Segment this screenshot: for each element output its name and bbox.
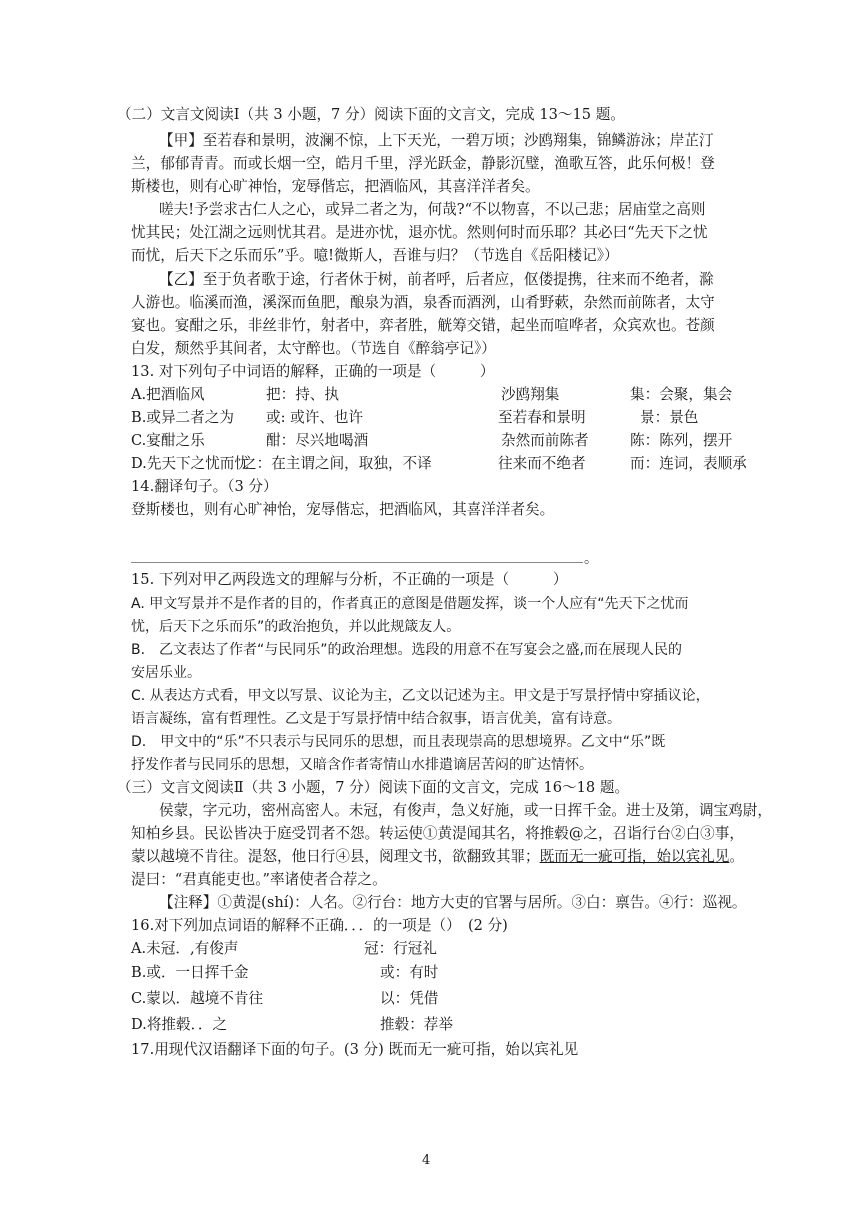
passage-line-1: 侯蒙，字元功，密州高密人。未冠，有俊声，急义好施，或一日挥千金。进士及第，调宝鸡尉，: [159, 802, 772, 819]
q15-stem: 15. 下列对甲乙两段选文的理解与分析，不正确的一项是（ ）: [131, 571, 568, 588]
jia-line-4: 嗟夫!予尝求古仁人之心，或异二者之为，何哉?“不以物喜，不以己悲；居庙堂之高则: [159, 201, 706, 218]
q15-c-line-2: 语言凝练，富有哲理性。乙文是于写景抒情中结合叙事，语言优美，富有诗意。: [131, 711, 621, 727]
q14-answer-end: 。: [584, 551, 598, 567]
q14-stem: 14.翻译句子。（3 分）: [131, 478, 278, 495]
yi-line-4: 白发，颓然乎其间者，太守醉也。（节选自《醉翁亭记》）: [131, 340, 496, 357]
section3-heading: （三）文言文阅读Ⅱ（共 3 小题，7 分）阅读下面的文言文，完成 16～18 题。: [117, 779, 630, 796]
q15-d-line-2: 抒发作者与民同乐的思想，又暗含作者寄情山水排遣谪居苦闷的旷达情怀。: [131, 757, 593, 773]
jia-line-1: 【甲】至若春和景明，波澜不惊，上下天光，一碧万顷；沙鸥翔集，锦鳞游泳；岸芷汀: [159, 132, 714, 149]
jia-line-6: 而忧，后天下之乐而乐”乎。噫!微斯人，吾谁与归？（节选自《岳阳楼记》）: [131, 247, 619, 264]
passage-line-4: 湜曰：“君真能吏也。”率诸使者合荐之。: [131, 871, 387, 888]
q15-a-line-2: 忧，后天下之乐而乐”的政治抱负，并以此规箴友人。: [131, 619, 461, 635]
q14-sentence: 登斯楼也，则有心旷神怡，宠辱偕忘，把酒临风，其喜洋洋者矣。: [131, 501, 555, 518]
passage-line-3: 蒙以越境不肯往。湜怒，他日行④县，阅理文书，欲翻致其罪；既而无一疵可指，始以宾礼见。: [131, 848, 744, 865]
annotation: 【注释】①黄湜(shí)：人名。②行台：地方大吏的官署与居所。③白：禀告。④行：巡视。: [159, 894, 747, 911]
jia-line-5: 忧其民；处江湖之远则忧其君。是进亦忧，退亦忧。然则何时而乐耶？其必曰“先天下之忧: [131, 224, 708, 241]
exam-page: （二）文言文阅读Ⅰ（共 3 小题，7 分）阅读下面的文言文，完成 13～15 题。 【甲】至若春和景明，波澜不惊，上下天光，一碧万顷；沙鸥翔集，锦鳞游泳；岸芷汀 兰，郁郁青青。而或长烟一空，皓月千里，浮光跃金，静影沉璧，渔歌互答，此乐何极！登 斯楼也，则有心旷神怡，宠辱偕忘，把酒临风，其喜洋洋者矣。 嗟夫!予尝求古仁人之心，或异二者之为，何哉?“不以物喜，不以己悲；居庙堂之高则 忧其民；处江湖之远则忧其君。是进亦忧，退亦忧。然则何时而乐耶？其必曰“先天下之忧 而忧，后天下之乐而乐”乎。噫!微斯人，吾谁与归？（节选自《岳阳楼记》） 【乙】至于负者歌于途，行者休于树，前者呼，后者应，伛偻提携，往来而不绝者，滁 人游也。临溪而渔，溪深而鱼肥，酿泉为酒，泉香而酒洌，山肴野蔌，杂然而前陈者，太守 宴也。宴酣之乐，非丝非竹，射者中，弈者胜，觥筹交错，起坐而喧哗者，众宾欢也。苍颜 白发，颓然乎其间者，太守醉也。（节选自《醉翁亭记》） 13. 对下列句子中词语的解释，正确的一项是（ ） A.把酒临风 把：持、执 沙鸥翔集 集：会聚，集会 B.或异二者之为 或: 或许、也许 至若春和景明 景：景色 C.宴酣之乐 酣：尽兴地喝酒 杂然而前陈者 陈：陈列，摆开 D.先天下之忧而忧 之：在主谓之间，取独，不译 往来而不绝者 而：连词，表顺承 14.翻译句子。（3 分） 登斯楼也，则有心旷神怡，宠辱偕忘，把酒临风，其喜洋洋者矣。 。 15. 下列对甲乙两段选文的理解与分析，不正确的一项是（ ） A. 甲文写景并不是作者的目的，作者真正的意图是借题发挥，谈一个人应有“先天下之忧而 忧，后天下之乐而乐”的政治抱负，并以此规箴友人。 B. 乙文表达了作者“与民同乐”的政治理想。选段的用意不在写宴会之盛,而在展现人民的 安居乐业。 C. 从表达方式看，甲文以写景、议论为主，乙文以记述为主。甲文是于写景抒情中穿插议论， 语言凝练，富有哲理性。乙文是于写景抒情中结合叙事，语言优美，富有诗意。 D. 甲文中的“乐”不只表示与民同乐的思想，而且表现崇高的思想境界。乙文中“乐”既 抒发作者与民同乐的思想，又暗含作者寄情山水排遣谪居苦闷的旷达情怀。 （三）文言文阅读Ⅱ（共 3 小题，7 分）阅读下面的文言文，完成 16～18 题。 侯蒙，字元功，密州高密人。未冠，有俊声，急义好施，或一日挥千金。进士及第，调宝鸡尉， 知柏乡县。民讼皆决于庭受罚者不怨。转运使①黄湜闻其名，将推毂@之，召诣行台②白③事， 蒙以越境不肯往。湜怒，他日行④县，阅理文书，欲翻致其罪；既而无一疵可指，始以宾礼见。 湜曰：“君真能吏也。”率诸使者合荐之。 【注释】①黄湜(shí)：人名。②行台：地方大吏的官署与居所。③白：禀告。④行：巡视。 16.对下列加点词语的解释不正确．．．的一项是（） (2 分) A.未冠．,有俊声 冠：行冠礼 B.或．一日挥千金 或：有时 C.蒙以．越境不肯往 以：凭借 D.将推毂．．之 推毂：荐举 17.用现代汉语翻译下面的句子。(3 分) 既而无一疵可指，始以宾礼见 4: [0, 0, 860, 1216]
q15-c-line-1: C. 从表达方式看，甲文以写景、议论为主，乙文以记述为主。甲文是于写景抒情中穿插议论，: [131, 688, 710, 704]
q14-answer-line[interactable]: [131, 562, 583, 563]
q13-stem: 13. 对下列句子中词语的解释，正确的一项是（ ）: [131, 363, 495, 380]
passage-line-2: 知柏乡县。民讼皆决于庭受罚者不怨。转运使①黄湜闻其名，将推毂@之，召诣行台②白③事，: [131, 825, 744, 842]
q15-b-line-1: B. 乙文表达了作者“与民同乐”的政治理想。选段的用意不在写宴会之盛,而在展现人民的: [131, 642, 683, 658]
yi-line-1: 【乙】至于负者歌于途，行者休于树，前者呼，后者应，伛偻提携，往来而不绝者，滁: [159, 271, 714, 288]
jia-line-2: 兰，郁郁青青。而或长烟一空，皓月千里，浮光跃金，静影沉璧，渔歌互答，此乐何极！登: [131, 155, 715, 172]
page-number: 4: [422, 1153, 431, 1168]
yi-line-2: 人游也。临溪而渔，溪深而鱼肥，酿泉为酒，泉香而酒洌，山肴野蔌，杂然而前陈者，太守: [131, 294, 715, 311]
q17-stem: 17.用现代汉语翻译下面的句子。(3 分) 既而无一疵可指，始以宾礼见: [131, 1041, 579, 1058]
jia-line-3: 斯楼也，则有心旷神怡，宠辱偕忘，把酒临风，其喜洋洋者矣。: [131, 178, 540, 195]
underlined-sentence: 既而无一疵可指，始以宾礼见: [539, 848, 730, 865]
section2-heading: （二）文言文阅读Ⅰ（共 3 小题，7 分）阅读下面的文言文，完成 13～15 题。: [117, 106, 625, 123]
q15-b-line-2: 安居乐业。: [131, 665, 201, 681]
q15-a-line-1: A. 甲文写景并不是作者的目的，作者真正的意图是借题发挥，谈一个人应有“先天下之忧而: [131, 596, 689, 612]
q16-stem: 16.对下列加点词语的解释不正确．．．的一项是（） (2 分): [131, 917, 508, 934]
yi-line-3: 宴也。宴酣之乐，非丝非竹，射者中，弈者胜，觥筹交错，起坐而喧哗者，众宾欢也。苍颜: [131, 317, 715, 334]
q15-d-line-1: D. 甲文中的“乐”不只表示与民同乐的思想，而且表现崇高的思想境界。乙文中“乐”既: [131, 734, 666, 750]
